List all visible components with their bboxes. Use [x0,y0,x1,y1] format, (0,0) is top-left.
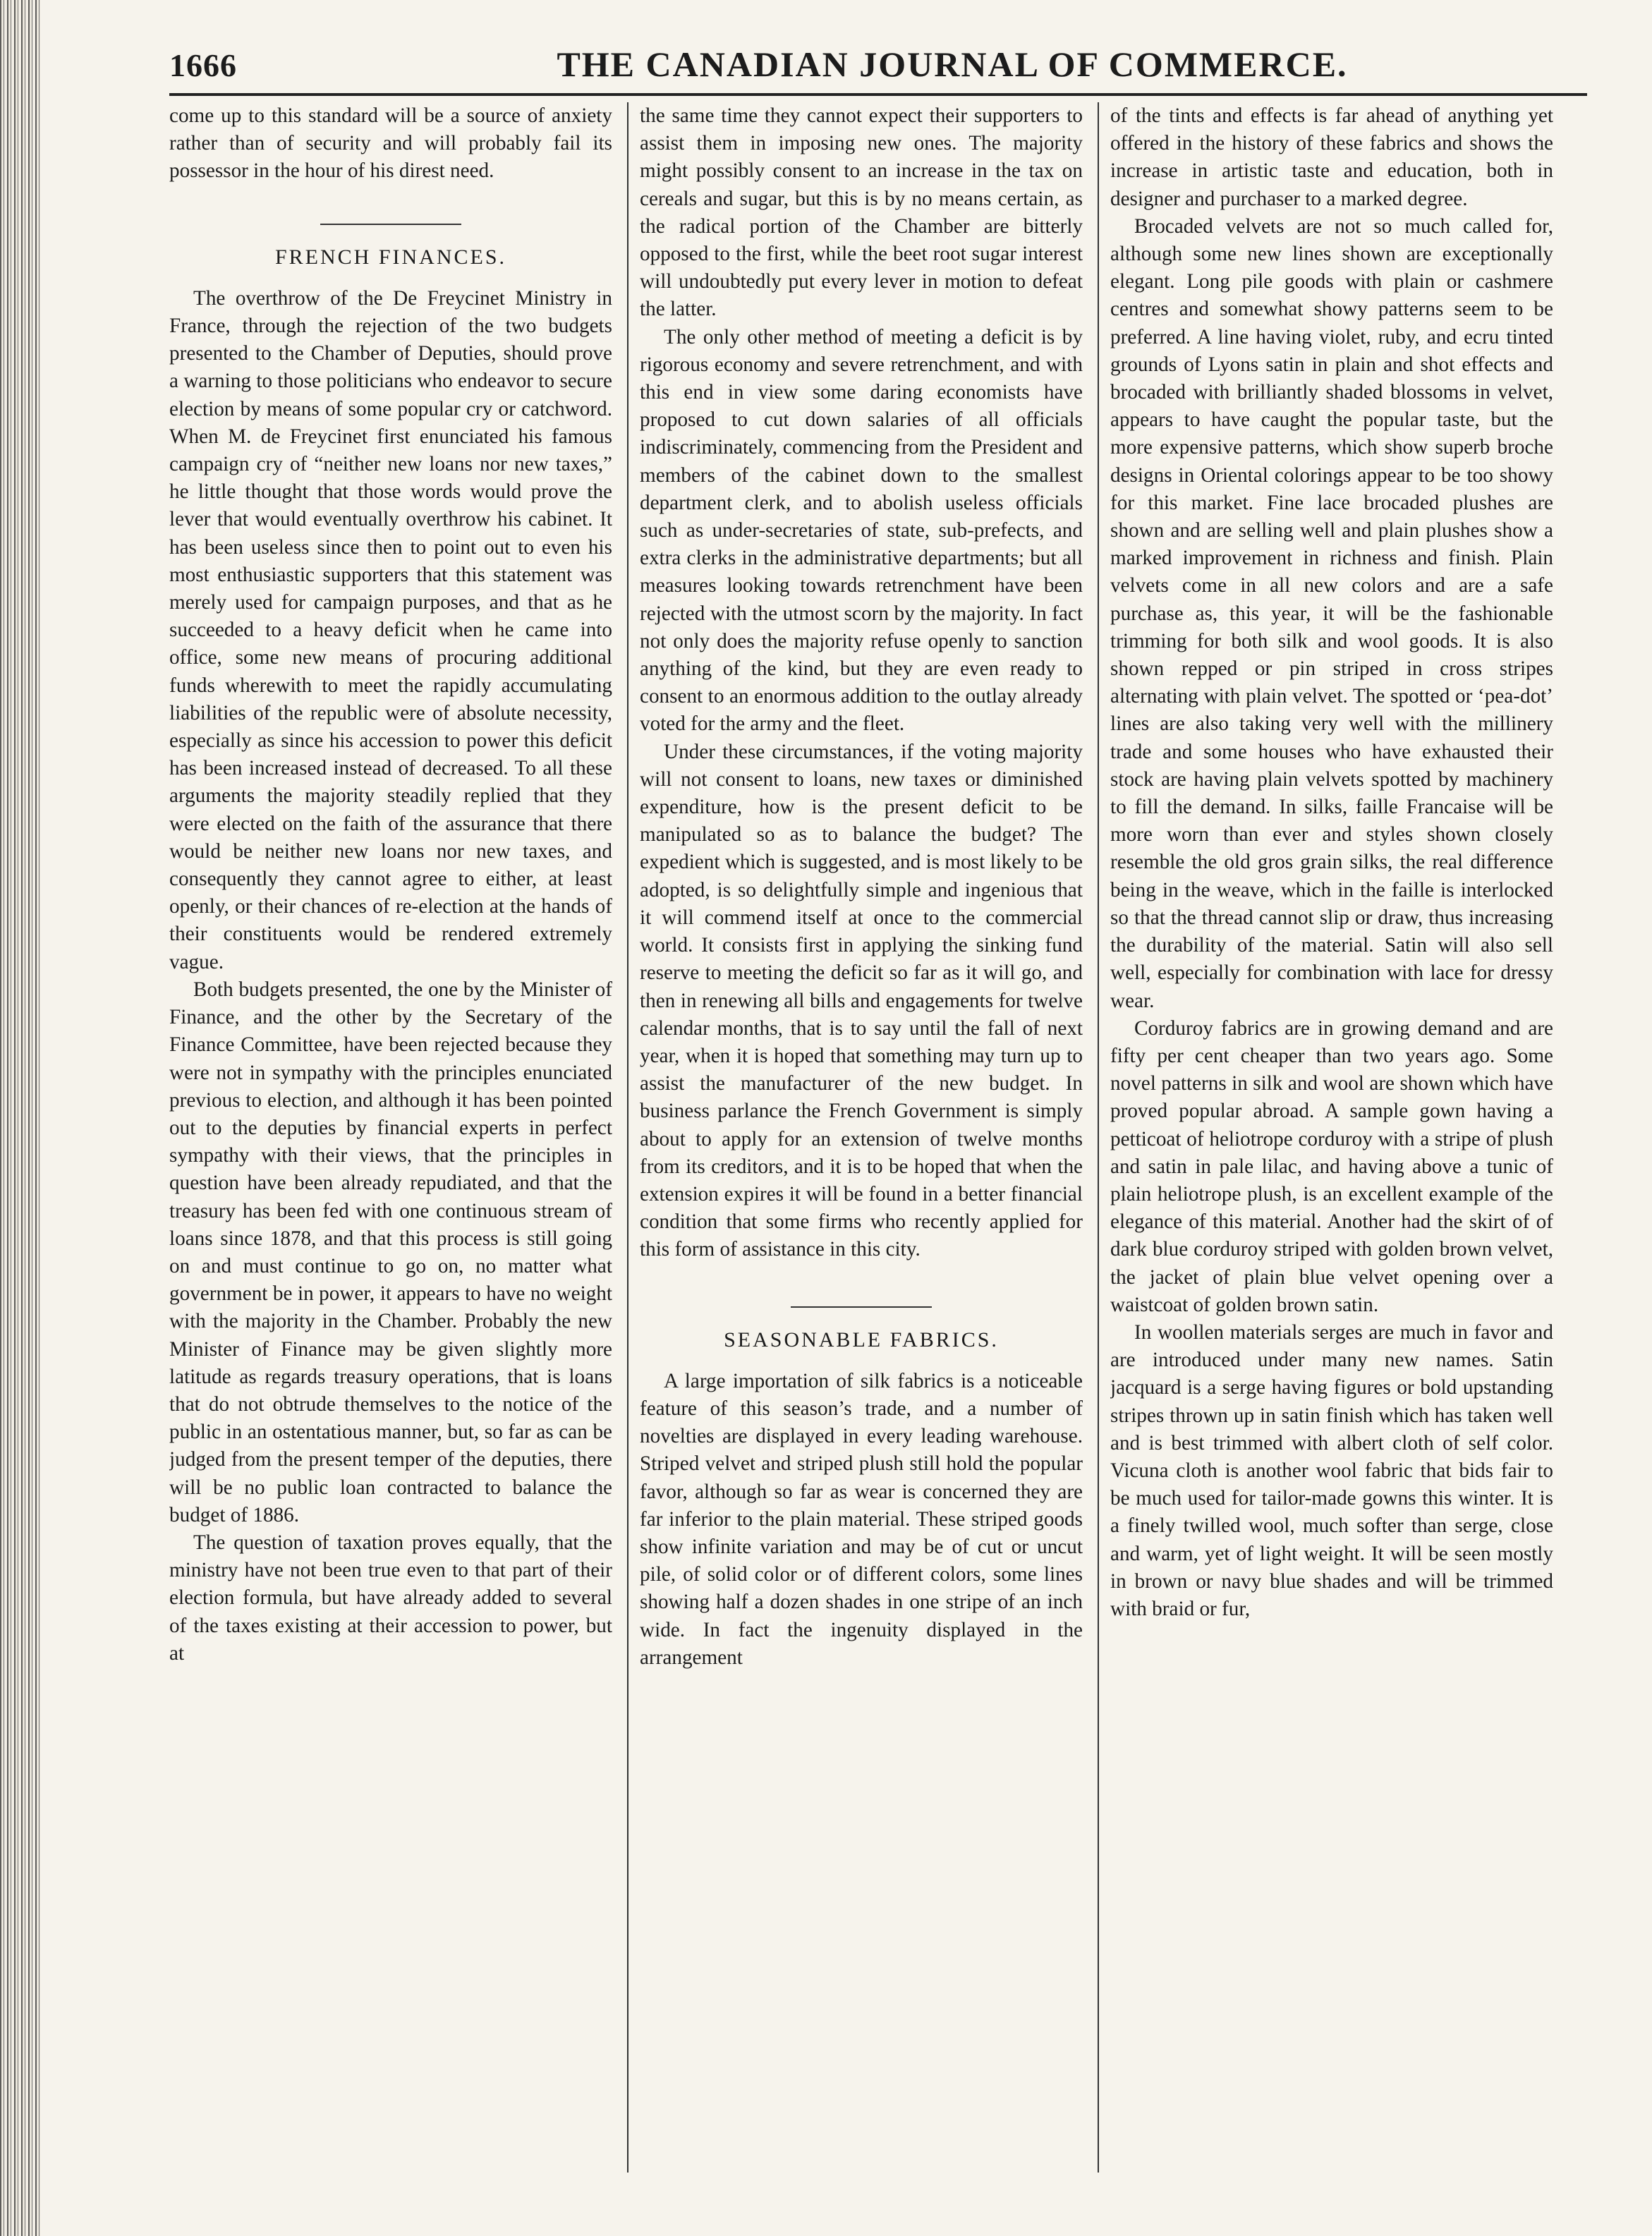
section-heading [169,224,612,271]
paragraph: Corduroy fabrics are in growing demand and are fifty per cent cheaper than two years ago. Some novel patterns in silk and wool are shown which have proved popular abroad. A sample gown having a petticoat of heliotrope corduroy with a stripe of plush and satin in pale lilac, and having above a tunic of plain heliotrope plush, is an excellent example of the elegance of this material. Another had the skirt of of dark blue corduroy striped with golden brown velvet, the jacket of plain blue velvet opening over a waistcoat of golden brown satin. [1110,1016,1553,1316]
heading-rule [320,224,461,225]
paragraph: In woollen materials serges are much in favor and are introduced under many new names. Satin jacquard is a serge having figures or bold upstanding stripes thrown up in satin finish which has taken well and is best trimmed with albert cloth of self color. Vicuna cloth is another wool fabric that bids fair to be much used for tailor-made gowns this winter. It is a finely twilled wool, much softer than serge, close and warm, yet of light weight. It will be seen mostly in brown or navy blue shades and will be trimmed with braid or fur, [1110,1320,1553,1620]
article-title-french-finances: FRENCH FINANCES. [274,245,507,269]
journal-title: THE CANADIAN JOURNAL OF COMMERCE. [557,44,1348,84]
paragraph: The overthrow of the De Freycinet Ministry in France, through the rejection of the two budgets presented to the Chamber of Deputies, should prove a warning to those politicians who endeavor to secure election by means of some popular cry or catchword. When M. de Freycinet first enunciated his famous campaign cry of “neither new loans nor new taxes,” he little thought that those words would prove the lever that would eventually overthrow his cabinet. It has been useless since then to point out to even his most enthusiastic supporters that this statement was merely used for campaign purposes, and that as he succeeded to a heavy deficit when he came into office, some new means of procuring additional funds wherewith to meet the rapidly accumulating liabilities of the republic were of absolute necessity, especially as since his accession to power this deficit has been increased instead of decreased. To all these arguments the majority steadily replied that they were elected on the faith of the assurance that there would be neither new loans nor new taxes, and consequently they cannot agree to either, at least openly, or their chances of re-election at the hands of their constituents would be rendered extremely vague. [169,286,612,973]
column-1 [169,102,612,2176]
paragraph: Both budgets presented, the one by the Minister of Finance, and the other by the Secretary of the Finance Committee, have been rejected because they were not in sympathy with the principles enunciated previous to election, and although it has been pointed out to the deputies by financial experts in perfect sympathy with their views, that the principles in question have been already repudiated, and that the treasury has been fed with one continuous stream of loans since 1878, and that this process is still going on and must continue to go on, no matter what government be in power, it appears to have no weight with the majority in the Chamber. Probably the new Minister of Finance may be given slightly more latitude as regards treasury operations, that is loans that do not obtrude themselves to the notice of the public in an ostentatious manner, but, so far as can be judged from the present temper of the deputies, there will be no public loan contracted to balance the budget of 1886. [169,978,612,1526]
continued-paragraph: the same time they cannot expect their supporters to assist them in imposing new ones. The majority might possibly consent to an increase in the tax on cereals and sugar, but this is by no means certain, as the radical portion of the Chamber are bitterly opposed to the first, while the beet root sugar interest will undoubtedly put every lever in motion to defeat the latter. [640,104,1083,321]
paragraph: Brocaded velvets are not so much called for, although some new lines shown are exceptionally elegant. Long pile goods with plain or cashmere centres and somewhat showy patterns seem to be preferred. A line having violet, ruby, and ecru tinted grounds of Lyons satin in plain and shot effects and brocaded with brilliantly shaded blossoms in velvet, appears to have caught the popular taste, but the more expensive patterns, which show superb broche designs in Oriental colorings appear to be too showy for this market. Fine lace brocaded plushes are shown and are selling well and plain plushes show a marked improvement in richness and finish. Plain velvets come in all new colors and are a safe purchase as, this year, it will be the fashionable trimming for both silk and wool goods. It is also shown repped or pin striped in cross stripes alternating with plain velvet. The spotted or ‘pea-dot’ lines are also taking very well with the millinery trade and some houses who have exhausted their stock are having plain velvets spotted by machinery to fill the demand. In silks, faille Francaise will be more worn than ever and styles shown closely resemble the old gros grain silks, the real difference being in the weave, which in the faille is interlocked so that the thread cannot slip or draw, thus increasing the durability of the material. Satin will also sell well, especially for combination with lace for dressy wear. [1110,214,1553,1012]
continued-paragraph: of the tints and effects is far ahead of anything yet offered in the history of these fabrics and shows the increase in artistic taste and education, both in designer and purchaser to a marked degree. [1110,104,1553,210]
article-title-seasonable-fabrics: SEASONABLE FABRICS. [724,1327,999,1351]
paragraph: The question of taxation proves equally, that the ministry have not been true even to that part of their election formula, but have already added to several of the taxes existing at their accession to power, but at [169,1531,612,1665]
section-heading [640,1306,1083,1354]
header-rule [169,93,1587,96]
column-3 [1110,102,1553,2176]
paragraph: The only other method of meeting a deficit is by rigorous economy and severe retrenchment, and with this end in view some daring economists have proposed to cut down salaries of all officials indiscriminately, commencing from the President and members of the cabinet down to the smallest department clerk, and to abolish useless officials such as under-secretaries of state, sub-prefects, and extra clerks in the administrative departments; but all measures looking towards retrenchment have been rejected with the utmost scorn by the majority. In fact not only does the majority refuse openly to sanction anything of the kind, but they are even ready to consent to an enormous addition to the outlay already voted for the army and the fleet. [640,325,1083,736]
scanned-binding-edge [0,0,41,2236]
heading-rule [791,1306,932,1308]
continued-paragraph: come up to this standard will be a source of anxiety rather than of security and will probably fail its possessor in the hour of his direst need. [169,104,612,183]
article-columns [169,102,1587,2176]
paragraph: Under these circumstances, if the voting majority will not consent to loans, new taxes or diminished expenditure, how is the present deficit to be manipulated so as to balance the budget? The expedient which is suggested, and is most likely to be adopted, is so delightfully simple and ingenious that it will commend itself at once to the commercial world. It consists first in applying the sinking fund reserve to meeting the deficit so far as it will go, and then in renewing all bills and engagements for twelve calendar months, that is to say until the fall of next year, when it is hoped that something may turn up to assist the manufacturer of the new budget. In business parlance the French Government is simply about to apply for an extension of twelve months from its creditors, and it is to be hoped that when the extension expires it will be found in a better financial condition that some firms who recently applied for this form of assistance in this city. [640,740,1083,1261]
page-number: 1666 [169,47,237,83]
paragraph: A large importation of silk fabrics is a noticeable feature of this season’s trade, and a number of novelties are displayed in every leading warehouse. Striped velvet and striped plush still hold the popular favor, although so far as wear is concerned they are far inferior to the plain material. These striped goods show infinite variation and may be of cut or uncut pile, of solid color or of different colors, some lines showing half a dozen shades in one stripe of an inch wide. In fact the ingenuity displayed in the arrangement [640,1369,1083,1669]
page-header [169,44,1566,93]
column-divider [1098,102,1099,2173]
column-divider [627,102,628,2173]
column-2 [640,102,1083,2176]
